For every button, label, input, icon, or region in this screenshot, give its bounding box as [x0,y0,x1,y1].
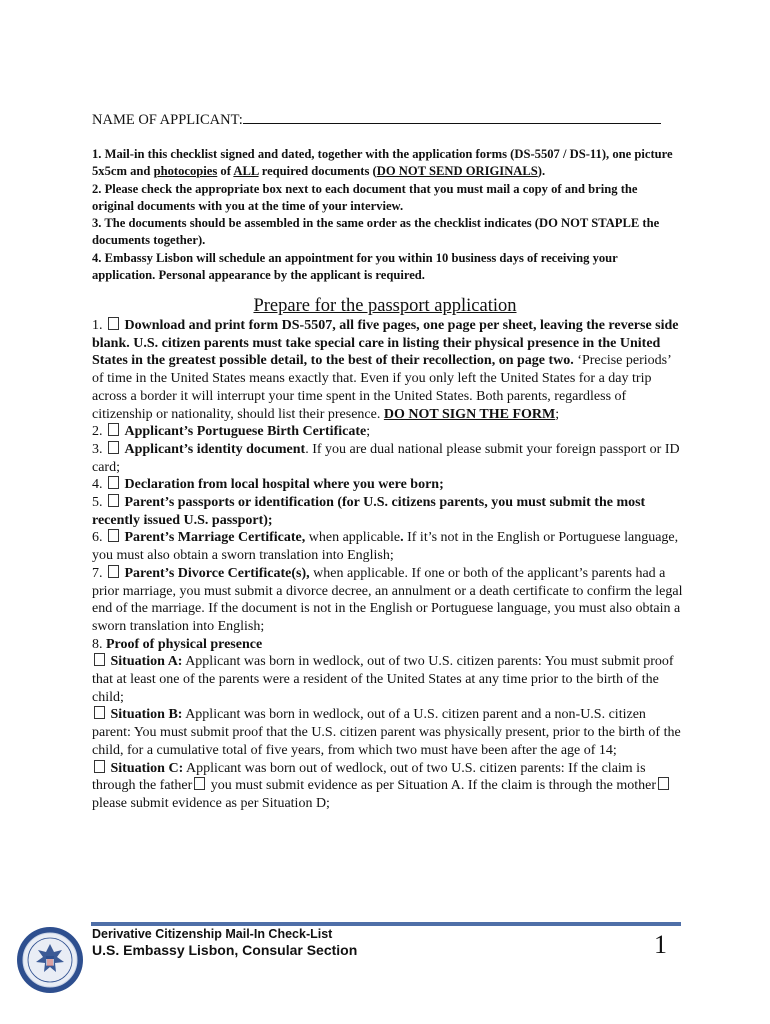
checkbox-situation-c-father[interactable] [194,777,205,790]
checklist-item-3: 3. Applicant’s identity document. If you are dual national please submit your foreign passport or ID card; [92,441,680,475]
checklist-item-7: 7. Parent’s Divorce Certificate(s), when applicable. If one or both of the applicant’s parents had a prior marriage, you must submit a divorce decree, an annulment or a death certificate to confirm the legal end of the marriage. If the document is not in the English or Portuguese language, you must also obtain a sworn translation into English; [92,565,683,634]
checkbox-1[interactable] [108,317,119,330]
checklist-item-1: 1. Download and print form DS-5507, all five pages, one page per sheet, leaving the reverse side blank. U.S. citizen parents must take special care in listing their physical presence in the United States in the greatest possible detail, to the best of their recollection, on page two. ‘Precise periods’ of time in the United States means exactly that. Even if you only left the United States for a day trip across a border it will interrupt your time spent in the United States. Both parents, regardless of citizenship or nationality, should list their presence. DO NOT SIGN THE FORM; [92,318,679,422]
footer-title: Derivative Citizenship Mail-In Check-List [92,927,333,941]
checkbox-3[interactable] [108,441,119,454]
footer-rule [91,922,681,926]
checklist-item-2: 2. Applicant’s Portuguese Birth Certificate; [92,424,371,440]
situation-b: Situation B: Applicant was born in wedlock, out of a U.S. citizen parent and a non-U.S. citizen parent: You must submit proof that the U.S. citizen parent was physically present, prior to the birth of the child, for a cumulative total of five years, from which two must have been after the age of 14; [92,707,681,758]
checkbox-situation-b[interactable] [94,706,105,719]
situation-a: Situation A: Applicant was born in wedlock, out of two U.S. citizen parents: You must submit proof that at least one of the parents were a resident of the United States at any time prior to the birth of the child; [92,654,674,705]
checklist-body [92,317,684,813]
us-embassy-seal-icon [16,926,84,994]
checklist-item-5: 5. Parent’s passports or identification (for U.S. citizens parents, you must submit the most recently issued U.S. passport); [92,495,646,528]
page-number: 1 [654,930,667,959]
applicant-name-field [92,110,661,129]
instruction-4: 4. Embassy Lisbon will schedule an appointment for you within 10 business days of receiving your application. Personal appearance by the applicant is required. [92,250,618,283]
checkbox-6[interactable] [108,529,119,542]
applicant-name-line[interactable] [243,110,661,124]
applicant-label: NAME OF APPLICANT: [92,112,243,128]
instruction-3: 3. The documents should be assembled in the same order as the checklist indicates (DO NOT STAPLE the documents together). [92,216,660,248]
checkbox-situation-c[interactable] [94,760,105,773]
checkbox-7[interactable] [108,565,119,578]
checkbox-situation-c-mother[interactable] [658,777,669,790]
checkbox-5[interactable] [108,494,119,507]
checkbox-4[interactable] [108,476,119,489]
instruction-2: 2. Please check the appropriate box next to each document that you must mail a copy of and bring the original documents with you at the time of your interview. [92,181,638,213]
checklist-item-8: 8. Proof of physical presence [92,636,263,652]
instruction-1: 1. Mail-in this checklist signed and dated, together with the application forms (DS-5507 / DS-11), one picture 5x5cm and photocopies of ALL required documents (DO NOT SEND ORIGINALS). [92,147,673,179]
checkbox-situation-a[interactable] [94,653,105,666]
situation-c: Situation C: Applicant was born out of wedlock, out of two U.S. citizen parents: If the claim is through the father you must submit evidence as per Situation A. If the claim is through the mother please submit evidence as per Situation D; [92,760,684,813]
checkbox-2[interactable] [108,423,119,436]
mail-in-instructions [92,146,682,284]
checklist-item-6: 6. Parent’s Marriage Certificate, when applicable. If it’s not in the English or Portuguese language, you must also obtain a sworn translation into English; [92,530,679,564]
footer-subtitle: U.S. Embassy Lisbon, Consular Section [92,942,358,958]
checklist-item-4: 4. Declaration from local hospital where you were born; [92,477,444,493]
section-title: Prepare for the passport application [253,296,517,316]
